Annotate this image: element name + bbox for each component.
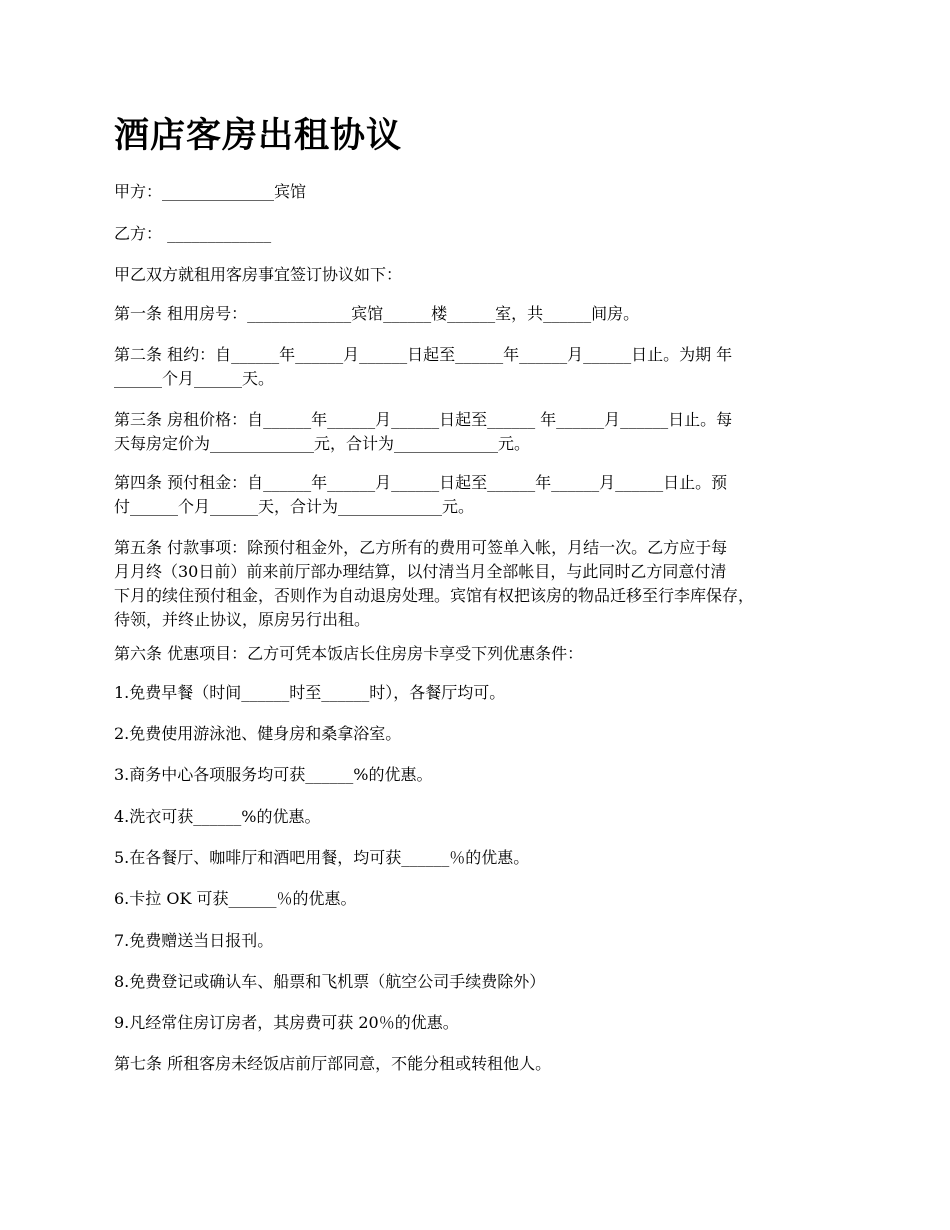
article-2 — [114, 343, 854, 391]
text-line: 甲乙双方就租用客房事宜签订协议如下： — [114, 265, 403, 284]
text-line: 月月终（30日前）前来前厅部办理结算，以付清当月全部帐目，与此同时乙方同意付清 — [114, 562, 727, 581]
text-line: 7.免费赠送当日报刊。 — [114, 931, 274, 950]
text-line: ______个月______天。 — [114, 369, 275, 388]
text-line: 第六条 优惠项目：乙方可凭本饭店长住房房卡享受下列优惠条件： — [114, 644, 584, 663]
text-line: 第二条 租约：自______年______月______日起至______年______月______日止。为期 年 — [114, 345, 733, 364]
intro-paragraph — [114, 263, 854, 287]
text-line: 天每房定价为_____________元，合计为_____________元。 — [114, 434, 531, 453]
benefit-item-6 — [114, 887, 854, 911]
text-line: 6.卡拉 OK 可获______％的优惠。 — [114, 889, 357, 908]
text-line: 第五条 付款事项：除预付租金外，乙方所有的费用可签单入帐，月结一次。乙方应于每 — [114, 538, 728, 557]
party-b-line — [114, 222, 854, 246]
text-line: 第三条 房租价格：自______年______月______日起至______ 年______月______日止。每 — [114, 410, 733, 429]
text-line: 9.凡经常住房订房者，其房费可获 20％的优惠。 — [114, 1013, 459, 1032]
text-line: 5.在各餐厅、咖啡厅和酒吧用餐，均可获______％的优惠。 — [114, 848, 530, 867]
benefit-item-3 — [114, 763, 854, 787]
article-5 — [114, 536, 854, 632]
benefit-item-2 — [114, 722, 854, 746]
text-line: 第四条 预付租金：自______年______月______日起至______年______月______日止。预 — [114, 473, 728, 492]
text-line: 乙方： _____________ — [114, 224, 272, 243]
text-line: 8.免费登记或确认车、船票和飞机票（航空公司手续费除外） — [114, 972, 546, 991]
benefit-item-1 — [114, 681, 854, 705]
benefit-item-4 — [114, 805, 854, 829]
benefit-item-5 — [114, 846, 854, 870]
party-a-line — [114, 180, 854, 204]
text-line: 付______个月______天，合计为_____________元。 — [114, 497, 475, 516]
article-3 — [114, 408, 854, 456]
article-1 — [114, 302, 854, 326]
article-4 — [114, 471, 854, 519]
benefit-item-7 — [114, 929, 854, 953]
text-line: 1.免费早餐（时间______时至______时），各餐厅均可。 — [114, 683, 506, 702]
text-line: 待领，并终止协议，原房另行出租。 — [114, 610, 371, 629]
benefit-item-8 — [114, 970, 854, 994]
text-line: 下月的续住预付租金，否则作为自动退房处理。宾馆有权把该房的物品迁移至行李库保存， — [114, 586, 755, 605]
text-line: 3.商务中心各项服务均可获______%的优惠。 — [114, 765, 433, 784]
article-7 — [114, 1052, 854, 1076]
text-line: 第一条 租用房号：_____________宾馆______楼______室，共______间房。 — [114, 304, 640, 323]
text-line: 甲方：______________宾馆 — [114, 182, 307, 201]
text-line: 第七条 所租客房未经饭店前厅部同意，不能分租或转租他人。 — [114, 1054, 552, 1073]
benefit-item-9 — [114, 1011, 854, 1035]
text-line: 2.免费使用游泳池、健身房和桑拿浴室。 — [114, 724, 402, 743]
text-line: 4.洗衣可获______%的优惠。 — [114, 807, 321, 826]
document-title: 酒店客房出租协议 — [114, 115, 403, 156]
article-6 — [114, 642, 854, 666]
